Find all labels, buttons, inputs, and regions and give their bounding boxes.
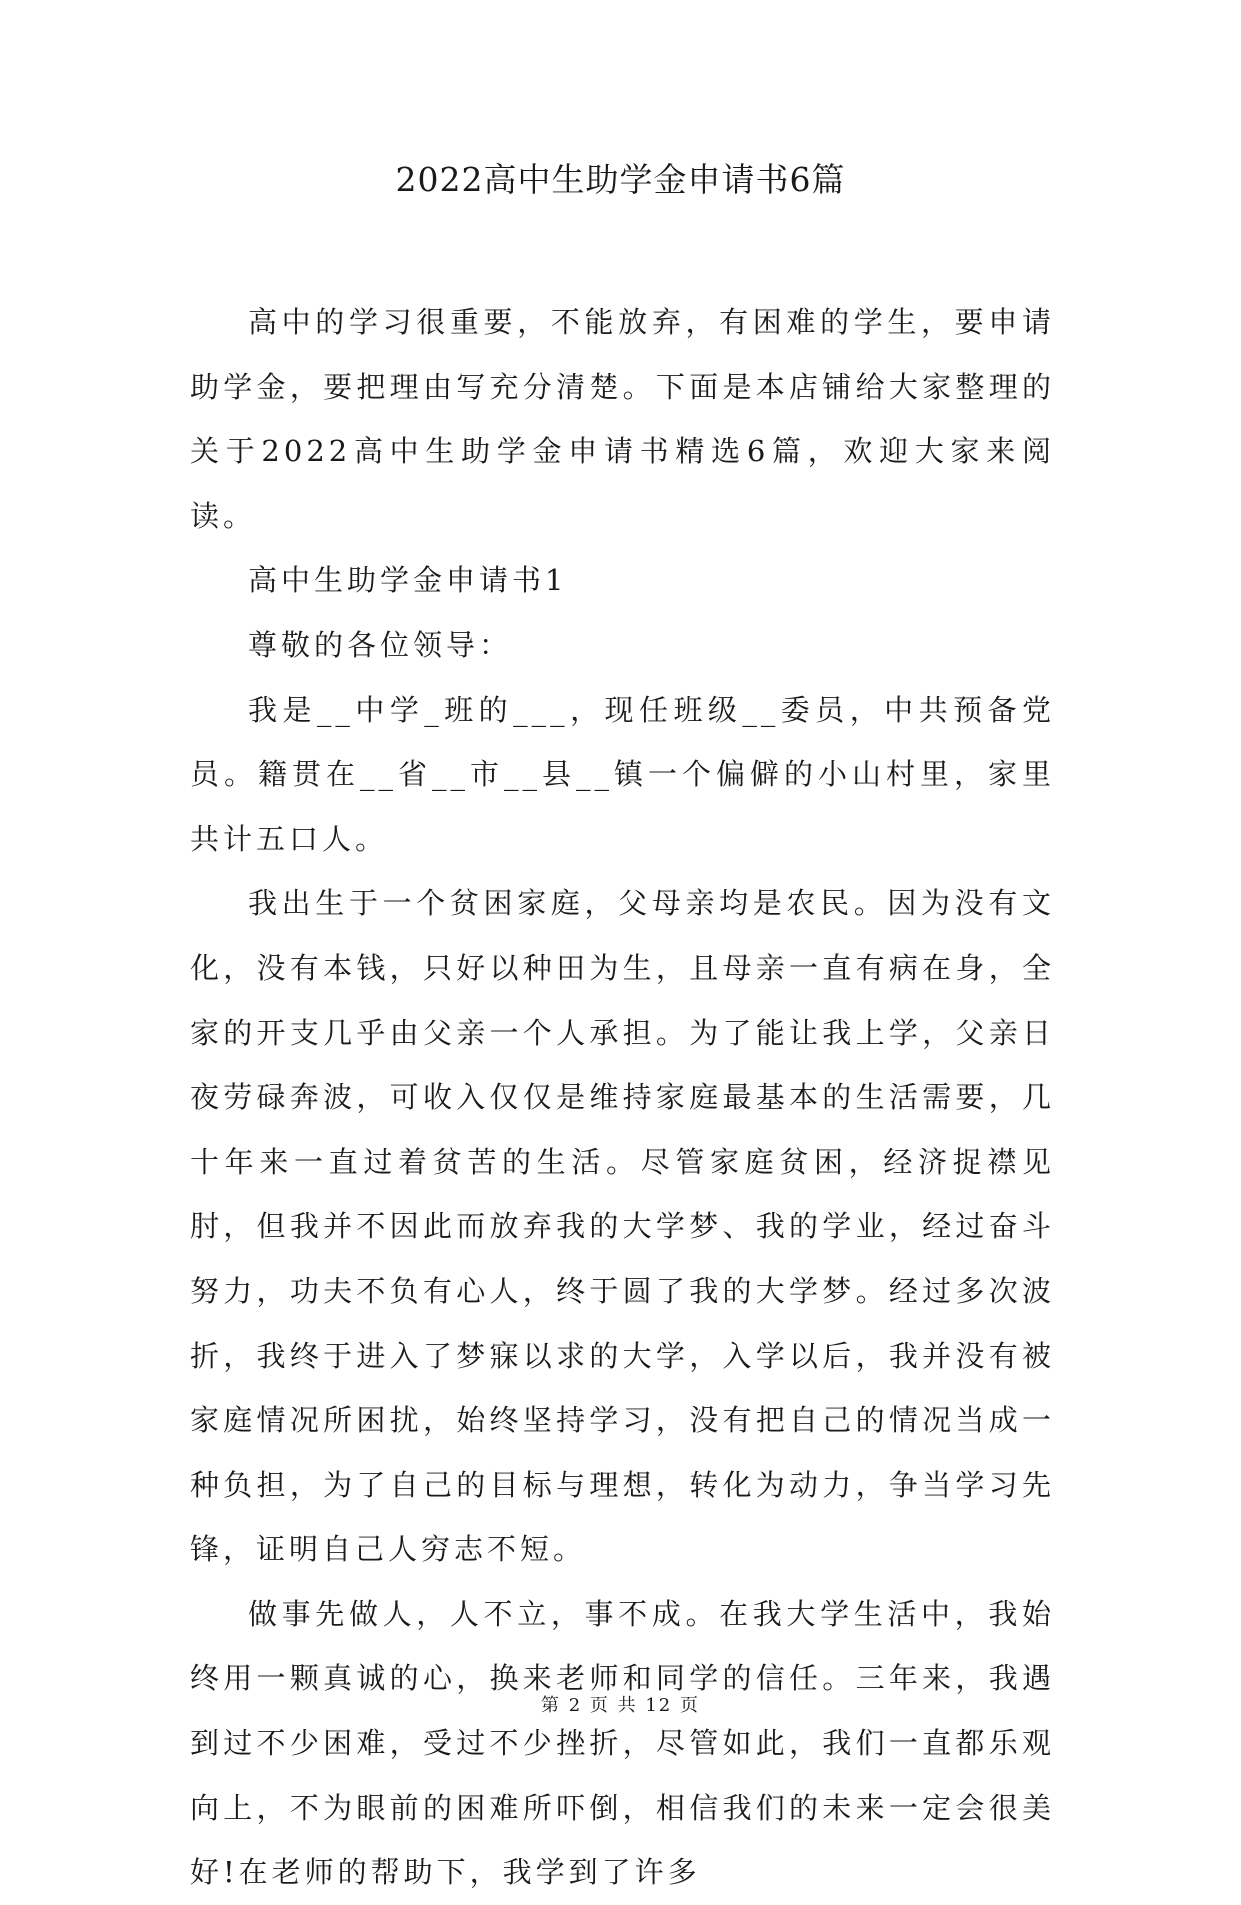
paragraph-self-introduction: 我是__中学_班的___，现任班级__委员，中共预备党员。籍贯在__省__市__县__镇一个偏僻的小山村里，家里共计五口人。 [190,692,1055,856]
page-footer: 第 2 页 共 12 页 [541,1695,700,1716]
paragraph-college-life: 做事先做人，人不立，事不成。在我大学生活中，我始终用一颗真诚的心，换来老师和同学的信任。三年来，我遇到过不少困难，受过不少挫折，尽管如此，我们一直都乐观向上，不为眼前的困难所吓倒，相信我们的未来一定会很美好!在老师的帮助下，我学到了许多 [190,1596,1055,1890]
paragraph-intro: 高中的学习很重要，不能放弃，有困难的学生，要申请助学金，要把理由写充分清楚。下面是本店铺给大家整理的关于2022高中生助学金申请书精选6篇，欢迎大家来阅读。 [190,305,1055,533]
document-title: 2022高中生助学金申请书6篇 [395,160,846,199]
section-heading: 高中生助学金申请书1 [248,563,568,598]
document-body [190,290,1055,1905]
salutation: 尊敬的各位领导： [248,627,513,662]
paragraph-family-background: 我出生于一个贫困家庭，父母亲均是农民。因为没有文化，没有本钱，只好以种田为生，且母亲一直有病在身，全家的开支几乎由父亲一个人承担。为了能让我上学，父亲日夜劳碌奔波，可收入仅仅是维持家庭最基本的生活需要，几十年来一直过着贫苦的生活。尽管家庭贫困，经济捉襟见肘，但我并不因此而放弃我的大学梦、我的学业，经过奋斗努力，功夫不负有心人，终于圆了我的大学梦。经过多次波折，我终于进入了梦寐以求的大学，入学以后，我并没有被家庭情况所困扰，始终坚持学习，没有把自己的情况当成一种负担，为了自己的目标与理想，转化为动力，争当学习先锋，证明自己人穷志不短。 [190,886,1055,1567]
